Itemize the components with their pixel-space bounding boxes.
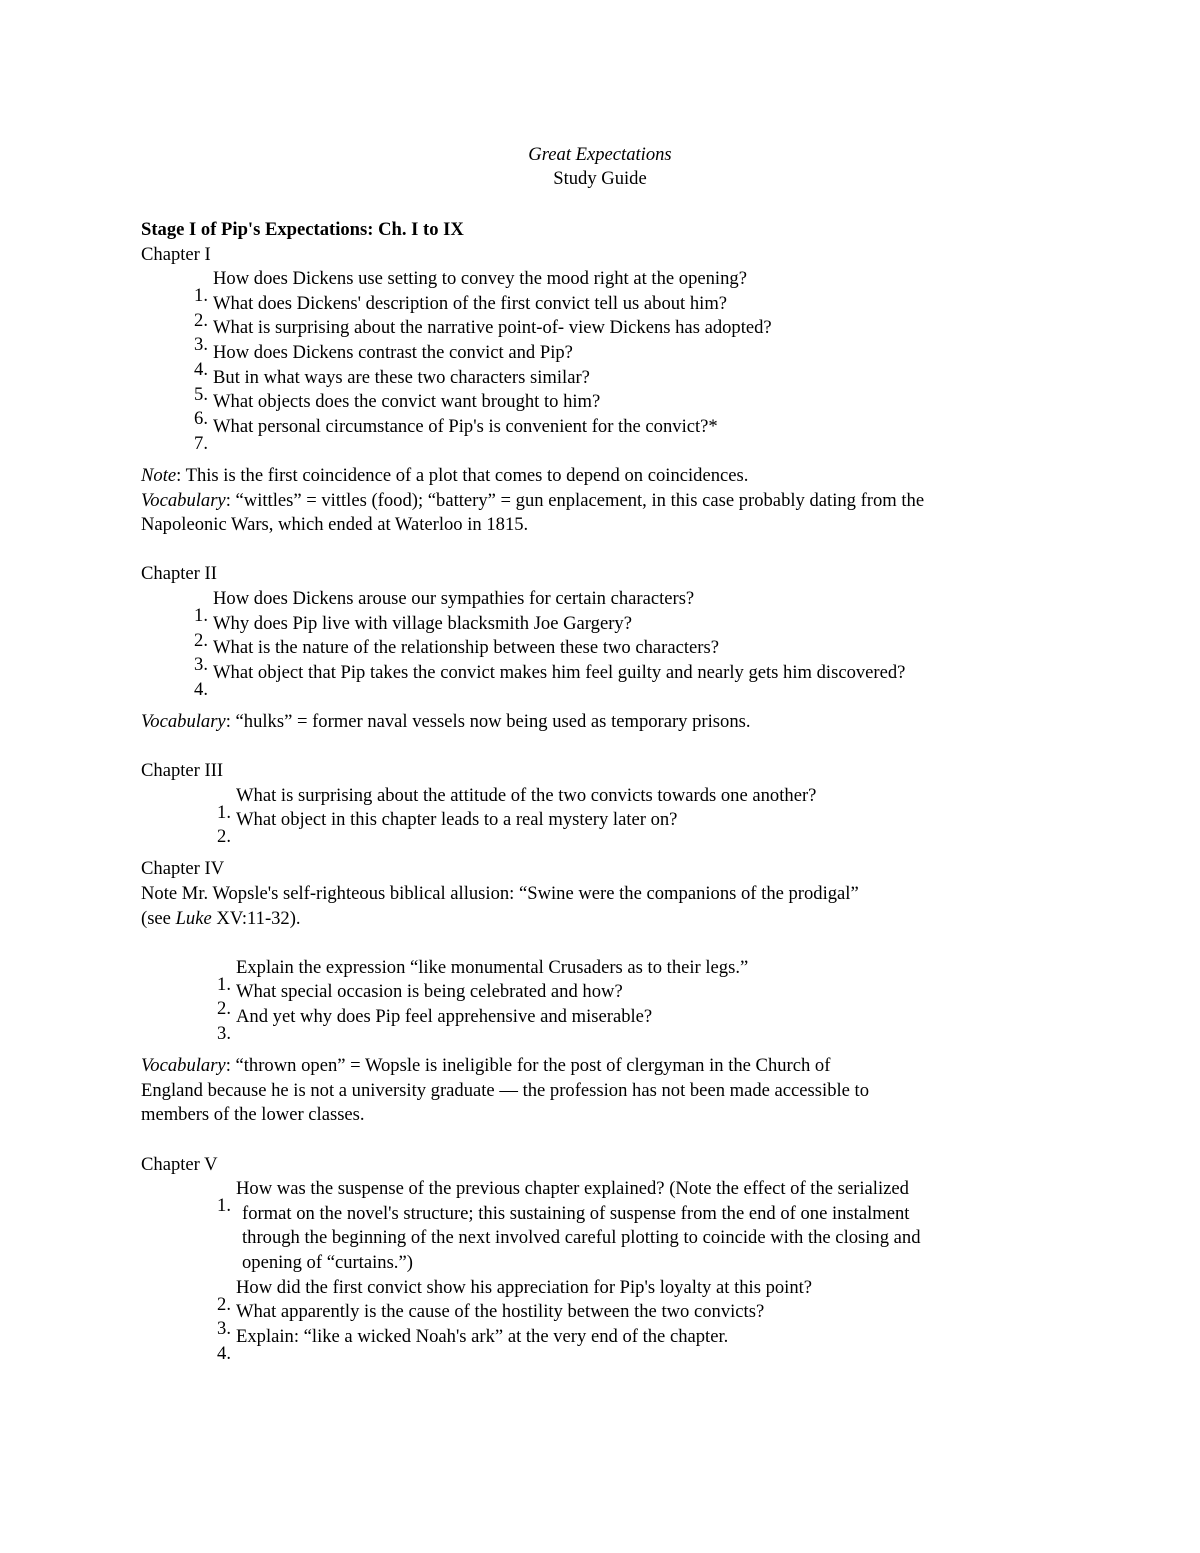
question-item: 6. What objects does the convict want brought to him? xyxy=(194,391,601,430)
question-item: 4. What object that Pip takes the convict makes him feel guilty and nearly gets him discovered? xyxy=(194,661,906,700)
question-item-cont: format on the novel's structure; this sustaining of suspense from the end of one instalment xyxy=(242,1202,910,1224)
chapter-4-questions xyxy=(141,956,1061,1044)
question-item: 1. What is surprising about the attitude of the two convicts towards one another? xyxy=(217,784,817,823)
chapter-1-note: Note: This is the first coincidence of a plot that comes to depend on coincidences. xyxy=(141,464,749,486)
question-item: 2. What special occasion is being celebrated and how? xyxy=(217,981,623,1020)
chapter-1-questions xyxy=(141,267,1061,454)
document-subtitle: Study Guide xyxy=(553,168,647,189)
chapter-4-vocabulary-cont: members of the lower classes. xyxy=(141,1104,365,1126)
chapter-4-note-cont: (see Luke XV:11-32). xyxy=(141,907,301,929)
question-item: 1. How was the suspense of the previous chapter explained? (Note the effect of the serialized xyxy=(217,1178,909,1217)
question-item: 2. What does Dickens' description of the first convict tell us about him? xyxy=(194,292,728,331)
chapter-1-heading: Chapter I xyxy=(141,243,211,265)
study-guide-content xyxy=(141,218,1061,1364)
question-item: 3. And yet why does Pip feel apprehensive and miserable? xyxy=(217,1006,653,1044)
chapter-2-questions xyxy=(141,587,1061,700)
document-title: Great Expectations xyxy=(528,144,672,165)
question-item: 2. Why does Pip live with village blacksmith Joe Gargery? xyxy=(194,612,632,651)
stage-heading: Stage I of Pip's Expectations: Ch. I to IX xyxy=(141,219,464,240)
question-item: 4. Explain: “like a wicked Noah's ark” at the very end of the chapter. xyxy=(217,1325,729,1364)
question-item: 3. What apparently is the cause of the hostility between the two convicts? xyxy=(217,1301,765,1340)
question-item: 1. Explain the expression “like monumental Crusaders as to their legs.” xyxy=(217,956,749,995)
chapter-3-questions xyxy=(141,784,1061,848)
question-item: 2. How did the first convict show his appreciation for Pip's loyalty at this point? xyxy=(217,1276,813,1315)
chapter-3-heading: Chapter III xyxy=(141,760,224,782)
chapter-5-questions xyxy=(141,1177,1061,1364)
question-item: 5. But in what ways are these two characters similar? xyxy=(194,366,590,405)
chapter-4-heading: Chapter IV xyxy=(141,858,225,880)
chapter-4-vocabulary-cont: England because he is not a university graduate — the profession has not been made accessible to xyxy=(141,1079,870,1101)
question-item: 3. What is the nature of the relationship between these two characters? xyxy=(194,637,719,676)
question-item: 2. What object in this chapter leads to a real mystery later on? xyxy=(217,809,678,848)
question-item-cont: through the beginning of the next involved careful plotting to coincide with the closing and xyxy=(242,1227,921,1249)
question-item: 3. What is surprising about the narrative point-of- view Dickens has adopted? xyxy=(194,317,772,356)
question-item: 1. How does Dickens use setting to convey the mood right at the opening? xyxy=(194,268,747,307)
chapter-5-heading: Chapter V xyxy=(141,1153,218,1175)
chapter-2-heading: Chapter II xyxy=(141,563,217,585)
chapter-2-vocabulary: Vocabulary: “hulks” = former naval vessels now being used as temporary prisons. xyxy=(141,710,751,732)
question-item: 7. What personal circumstance of Pip's is convenient for the convict?* xyxy=(194,415,718,454)
question-item: 1. How does Dickens arouse our sympathies for certain characters? xyxy=(194,587,695,626)
question-item: 4. How does Dickens contrast the convict and Pip? xyxy=(194,341,573,380)
chapter-4-vocabulary: Vocabulary: “thrown open” = Wopsle is ineligible for the post of clergyman in the Church of xyxy=(141,1055,831,1077)
question-item-cont: opening of “curtains.”) xyxy=(242,1251,413,1273)
chapter-1-vocabulary-cont: Napoleonic Wars, which ended at Waterloo in 1815. xyxy=(141,514,529,536)
chapter-1-vocabulary: Vocabulary: “wittles” = vittles (food); “battery” = gun enplacement, in this case probably dating from the xyxy=(141,489,925,511)
chapter-4-note: Note Mr. Wopsle's self-righteous biblical allusion: “Swine were the companions of the prodigal” xyxy=(141,883,859,905)
